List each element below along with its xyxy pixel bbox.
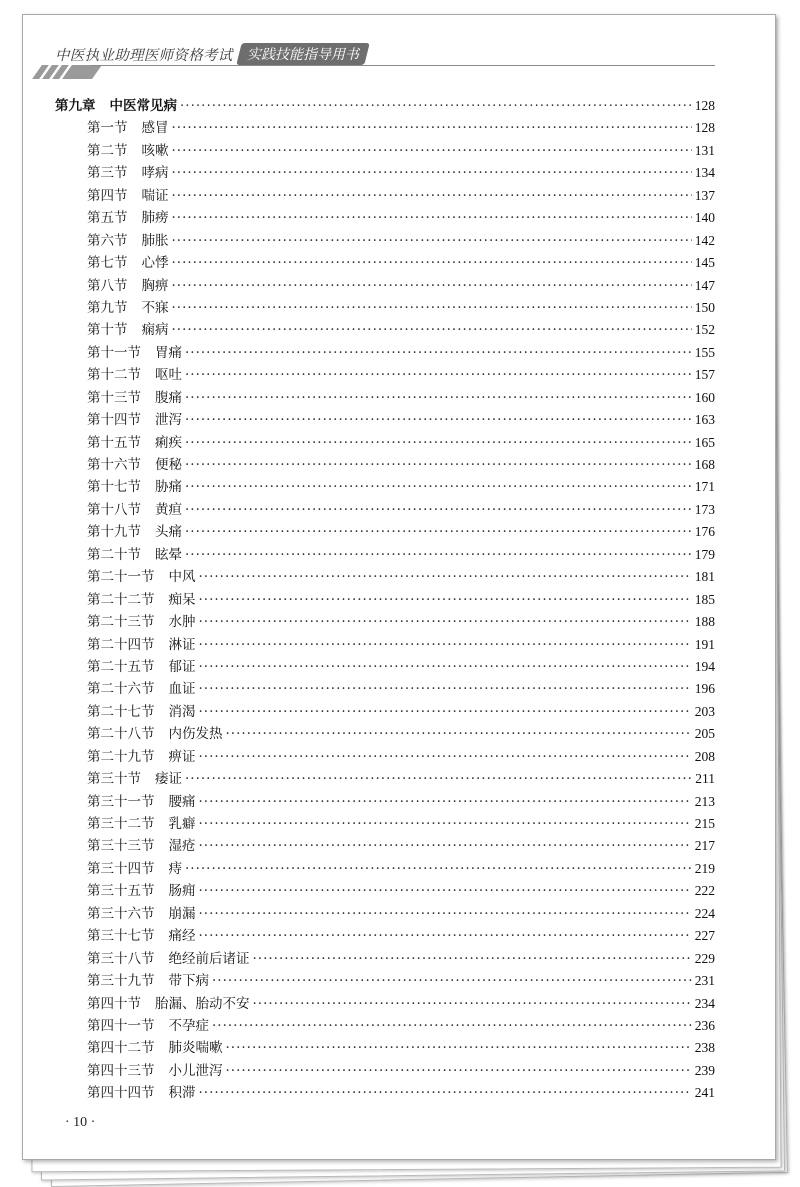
dot-leader bbox=[185, 342, 692, 364]
section-number: 第二十七节 bbox=[87, 703, 155, 720]
toc-section-entry[interactable] bbox=[55, 678, 715, 700]
toc-section-entry[interactable] bbox=[55, 140, 715, 162]
section-title: 内伤发热 bbox=[168, 726, 223, 743]
section-label bbox=[87, 656, 196, 678]
section-label bbox=[87, 723, 223, 745]
toc-section-entry[interactable] bbox=[55, 544, 715, 566]
section-title: 中风 bbox=[168, 569, 196, 586]
header-rule bbox=[91, 65, 715, 66]
section-number: 第三十节 bbox=[87, 771, 141, 788]
toc-section-entry[interactable] bbox=[55, 499, 715, 521]
section-title: 肺胀 bbox=[141, 232, 169, 249]
dot-leader bbox=[185, 454, 692, 476]
section-title: 头痛 bbox=[155, 524, 182, 541]
section-title: 消渴 bbox=[168, 703, 196, 720]
section-number: 第二十三节 bbox=[87, 614, 155, 631]
dot-leader bbox=[199, 835, 692, 857]
dot-leader bbox=[199, 880, 692, 902]
section-title: 痫病 bbox=[141, 322, 169, 339]
toc-section-entry[interactable] bbox=[55, 1060, 715, 1082]
section-page-number: 208 bbox=[694, 748, 715, 764]
section-number: 第三十九节 bbox=[87, 973, 155, 990]
section-label bbox=[87, 746, 196, 768]
section-number: 第十节 bbox=[87, 322, 128, 339]
dot-leader bbox=[185, 544, 692, 566]
section-number: 第八节 bbox=[87, 277, 128, 294]
page-folio: · 10 · bbox=[65, 1115, 96, 1130]
dot-leader bbox=[185, 858, 692, 880]
section-number: 第四十三节 bbox=[87, 1062, 155, 1079]
section-page-number: 168 bbox=[694, 457, 715, 472]
toc-section-entry[interactable] bbox=[55, 230, 715, 252]
book-series-title: 中医执业助理医师资格考试 bbox=[55, 47, 233, 64]
section-title: 眩晕 bbox=[155, 546, 182, 563]
section-title: 肺痨 bbox=[141, 210, 169, 227]
section-label bbox=[87, 432, 182, 454]
section-number: 第四十二节 bbox=[87, 1040, 155, 1057]
section-number: 第二十六节 bbox=[87, 681, 155, 698]
section-label bbox=[87, 835, 196, 857]
dot-leader bbox=[253, 993, 692, 1015]
section-page-number: 176 bbox=[694, 524, 715, 540]
section-label bbox=[87, 678, 196, 700]
section-label bbox=[87, 611, 196, 633]
section-page-number: 134 bbox=[694, 165, 715, 181]
section-number: 第二十四节 bbox=[87, 636, 155, 653]
section-number: 第二十二节 bbox=[87, 591, 155, 608]
section-title: 湿疮 bbox=[168, 838, 196, 855]
section-label bbox=[87, 185, 169, 207]
toc-section-entry[interactable] bbox=[55, 611, 715, 633]
dot-leader bbox=[185, 432, 692, 454]
section-title: 痛经 bbox=[168, 928, 196, 945]
section-label bbox=[87, 925, 196, 947]
toc-section-entry[interactable] bbox=[55, 297, 715, 319]
section-page-number: 205 bbox=[694, 726, 715, 742]
toc-section-entry[interactable] bbox=[55, 252, 715, 274]
section-label bbox=[87, 544, 182, 566]
toc-chapter-entry[interactable] bbox=[55, 95, 715, 117]
section-label bbox=[87, 880, 196, 902]
dot-leader bbox=[185, 521, 692, 543]
dot-leader bbox=[199, 746, 692, 768]
section-title: 痔 bbox=[168, 860, 182, 877]
toc-section-entry[interactable] bbox=[55, 364, 715, 386]
book-subtitle-text: 实践技能指导用书 bbox=[246, 47, 359, 63]
section-title: 不孕症 bbox=[168, 1017, 209, 1034]
section-label bbox=[87, 768, 182, 790]
toc-section-entry[interactable] bbox=[55, 746, 715, 768]
section-label bbox=[87, 230, 169, 252]
running-header bbox=[55, 43, 367, 65]
toc-section-entry[interactable] bbox=[55, 925, 715, 947]
section-label bbox=[87, 1037, 223, 1059]
toc-section-entry[interactable] bbox=[55, 275, 715, 297]
section-label bbox=[87, 252, 169, 274]
section-number: 第七节 bbox=[87, 255, 128, 272]
section-page-number: 142 bbox=[694, 232, 715, 248]
section-page-number: 196 bbox=[694, 681, 715, 697]
dot-leader bbox=[199, 701, 692, 723]
section-page-number: 179 bbox=[694, 546, 715, 562]
section-title: 呕吐 bbox=[155, 367, 182, 384]
section-title: 水肿 bbox=[168, 614, 196, 631]
section-page-number: 188 bbox=[694, 614, 715, 630]
dot-leader bbox=[185, 409, 692, 431]
toc-section-entry[interactable] bbox=[55, 1037, 715, 1059]
section-title: 痿证 bbox=[155, 771, 182, 788]
section-label bbox=[87, 387, 182, 409]
section-page-number: 160 bbox=[694, 389, 715, 405]
dot-leader bbox=[180, 95, 692, 117]
section-title: 积滞 bbox=[168, 1085, 196, 1102]
toc-section-entry[interactable] bbox=[55, 319, 715, 341]
book-subtitle-badge bbox=[236, 43, 369, 65]
section-page-number: 155 bbox=[694, 344, 715, 360]
toc-section-entry[interactable] bbox=[55, 768, 715, 790]
toc-section-entry[interactable] bbox=[55, 993, 715, 1015]
section-number: 第二十一节 bbox=[87, 569, 155, 586]
section-page-number: 181 bbox=[694, 569, 715, 585]
toc-section-entry[interactable] bbox=[55, 813, 715, 835]
dot-leader bbox=[199, 678, 692, 700]
section-title: 血证 bbox=[168, 681, 196, 698]
section-number: 第十四节 bbox=[87, 412, 141, 429]
section-page-number: 239 bbox=[694, 1062, 715, 1078]
section-page-number: 194 bbox=[694, 658, 715, 674]
dot-leader bbox=[172, 162, 692, 184]
toc-section-entry[interactable] bbox=[55, 835, 715, 857]
section-label bbox=[87, 342, 182, 364]
section-page-number: 163 bbox=[694, 412, 715, 428]
section-title: 绝经前后诸证 bbox=[168, 950, 250, 967]
dot-leader bbox=[199, 903, 692, 925]
toc-section-entry[interactable] bbox=[55, 656, 715, 678]
section-title: 感冒 bbox=[141, 120, 169, 137]
section-number: 第一节 bbox=[87, 120, 128, 137]
section-page-number: 211 bbox=[695, 771, 715, 787]
dot-leader bbox=[253, 948, 692, 970]
section-title: 泄泻 bbox=[155, 412, 182, 429]
toc-section-entry[interactable] bbox=[55, 970, 715, 992]
section-title: 郁证 bbox=[168, 658, 196, 675]
section-page-number: 131 bbox=[694, 142, 715, 158]
section-title: 腹痛 bbox=[155, 389, 182, 406]
dot-leader bbox=[185, 499, 692, 521]
section-label bbox=[87, 566, 196, 588]
dot-leader bbox=[172, 252, 692, 274]
section-page-number: 152 bbox=[694, 322, 715, 338]
dot-leader bbox=[185, 387, 692, 409]
section-page-number: 234 bbox=[694, 995, 715, 1011]
chapter-number: 第九章 bbox=[55, 98, 96, 114]
dot-leader bbox=[172, 140, 692, 162]
section-number: 第六节 bbox=[87, 232, 128, 249]
toc-section-entry[interactable] bbox=[55, 880, 715, 902]
toc-section-entry[interactable] bbox=[55, 476, 715, 498]
section-number: 第三十八节 bbox=[87, 950, 155, 967]
section-page-number: 215 bbox=[694, 816, 715, 831]
section-page-number: 147 bbox=[694, 277, 715, 293]
dot-leader bbox=[172, 230, 692, 252]
section-title: 咳嗽 bbox=[141, 142, 169, 159]
section-page-number: 140 bbox=[694, 210, 715, 226]
section-number: 第十五节 bbox=[87, 434, 141, 451]
dot-leader bbox=[185, 768, 692, 790]
dot-leader bbox=[212, 1015, 692, 1037]
section-label bbox=[87, 364, 182, 386]
dot-leader bbox=[172, 297, 692, 319]
section-page-number: 222 bbox=[694, 883, 715, 899]
section-number: 第四十节 bbox=[87, 995, 141, 1012]
dot-leader bbox=[185, 476, 692, 498]
section-number: 第十七节 bbox=[87, 479, 141, 496]
dot-leader bbox=[172, 117, 692, 139]
section-title: 胸痹 bbox=[141, 277, 169, 294]
document-page bbox=[22, 14, 776, 1160]
section-title: 胃痛 bbox=[155, 344, 182, 361]
section-number: 第二十九节 bbox=[87, 748, 155, 765]
toc-section-entry[interactable] bbox=[55, 521, 715, 543]
dot-leader bbox=[172, 275, 692, 297]
toc-section-entry[interactable] bbox=[55, 948, 715, 970]
dot-leader bbox=[199, 611, 692, 633]
section-page-number: 213 bbox=[694, 793, 715, 809]
toc-section-entry[interactable] bbox=[55, 342, 715, 364]
section-number: 第三十四节 bbox=[87, 860, 155, 877]
section-page-number: 145 bbox=[694, 255, 715, 271]
section-label bbox=[87, 476, 182, 498]
dot-leader bbox=[172, 185, 692, 207]
section-label bbox=[87, 162, 169, 184]
section-label bbox=[87, 275, 169, 297]
section-label bbox=[87, 903, 196, 925]
section-label bbox=[87, 454, 182, 476]
section-title: 淋证 bbox=[168, 636, 196, 653]
dot-leader bbox=[199, 1082, 692, 1104]
section-title: 腰痛 bbox=[168, 793, 196, 810]
dot-leader bbox=[199, 589, 692, 611]
toc-section-entry[interactable] bbox=[55, 432, 715, 454]
section-page-number: 191 bbox=[694, 636, 715, 652]
section-number: 第三十六节 bbox=[87, 905, 155, 922]
section-label bbox=[87, 589, 196, 611]
section-number: 第九节 bbox=[87, 299, 128, 316]
section-title: 黄疸 bbox=[155, 501, 182, 518]
section-label bbox=[87, 701, 196, 723]
section-label bbox=[87, 1015, 209, 1037]
toc-section-entry[interactable] bbox=[55, 589, 715, 611]
section-page-number: 224 bbox=[694, 905, 715, 921]
section-label bbox=[87, 521, 182, 543]
chapter-page-number: 128 bbox=[694, 98, 715, 113]
section-number: 第十一节 bbox=[87, 344, 141, 361]
section-page-number: 157 bbox=[694, 367, 715, 383]
chapter-label bbox=[55, 95, 177, 117]
dot-leader bbox=[226, 1037, 692, 1059]
section-label bbox=[87, 948, 250, 970]
toc-section-entry[interactable] bbox=[55, 1015, 715, 1037]
section-label bbox=[87, 1082, 196, 1104]
section-page-number: 217 bbox=[694, 838, 715, 854]
section-label bbox=[87, 140, 169, 162]
section-number: 第三十一节 bbox=[87, 793, 155, 810]
section-label bbox=[87, 813, 196, 835]
section-number: 第三十五节 bbox=[87, 883, 155, 900]
section-label bbox=[87, 319, 169, 341]
section-title: 乳癖 bbox=[168, 816, 196, 832]
dot-leader bbox=[199, 634, 692, 656]
section-number: 第二十五节 bbox=[87, 658, 155, 675]
section-title: 心悸 bbox=[141, 255, 169, 272]
section-label bbox=[87, 858, 182, 880]
section-title: 胁痛 bbox=[155, 479, 182, 496]
toc-section-entry[interactable] bbox=[55, 162, 715, 184]
section-title: 便秘 bbox=[155, 457, 182, 473]
dot-leader bbox=[185, 364, 692, 386]
section-number: 第十六节 bbox=[87, 457, 141, 473]
section-title: 不寐 bbox=[141, 299, 169, 316]
section-label bbox=[87, 993, 250, 1015]
section-page-number: 236 bbox=[694, 1017, 715, 1033]
section-label bbox=[87, 791, 196, 813]
dot-leader bbox=[199, 566, 692, 588]
section-number: 第二节 bbox=[87, 142, 128, 159]
toc-section-entry[interactable] bbox=[55, 207, 715, 229]
dot-leader bbox=[212, 970, 692, 992]
dot-leader bbox=[172, 319, 692, 341]
section-page-number: 150 bbox=[694, 299, 715, 315]
section-title: 喘证 bbox=[141, 187, 169, 204]
section-number: 第二十八节 bbox=[87, 726, 155, 743]
section-title: 小儿泄泻 bbox=[168, 1062, 223, 1079]
table-of-contents bbox=[55, 95, 715, 1105]
toc-section-entry[interactable] bbox=[55, 858, 715, 880]
section-page-number: 137 bbox=[694, 187, 715, 203]
header-stripes-decoration bbox=[37, 65, 103, 79]
section-label bbox=[87, 297, 169, 319]
section-number: 第三十三节 bbox=[87, 838, 155, 855]
toc-section-entry[interactable] bbox=[55, 701, 715, 723]
dot-leader bbox=[199, 813, 692, 835]
section-page-number: 231 bbox=[694, 973, 715, 989]
section-page-number: 128 bbox=[694, 120, 715, 136]
section-page-number: 238 bbox=[694, 1040, 715, 1056]
toc-section-entry[interactable] bbox=[55, 454, 715, 476]
section-label bbox=[87, 499, 182, 521]
section-title: 痴呆 bbox=[168, 591, 196, 608]
section-number: 第三十七节 bbox=[87, 928, 155, 945]
toc-section-entry[interactable] bbox=[55, 185, 715, 207]
dot-leader bbox=[226, 723, 692, 745]
section-number: 第四节 bbox=[87, 187, 128, 204]
chapter-title: 中医常见病 bbox=[109, 98, 177, 114]
toc-section-entry[interactable] bbox=[55, 566, 715, 588]
toc-section-entry[interactable] bbox=[55, 791, 715, 813]
section-page-number: 219 bbox=[694, 860, 715, 876]
section-label bbox=[87, 1060, 223, 1082]
section-page-number: 203 bbox=[694, 703, 715, 719]
section-number: 第十三节 bbox=[87, 389, 141, 406]
section-number: 第三十二节 bbox=[87, 816, 155, 832]
section-page-number: 165 bbox=[694, 434, 715, 450]
section-title: 胎漏、胎动不安 bbox=[155, 995, 250, 1012]
section-title: 带下病 bbox=[168, 973, 209, 990]
section-page-number: 185 bbox=[694, 591, 715, 607]
toc-section-entry[interactable] bbox=[55, 723, 715, 745]
section-title: 肠痈 bbox=[168, 883, 196, 900]
section-number: 第二十节 bbox=[87, 546, 141, 563]
section-title: 肺炎喘嗽 bbox=[168, 1040, 223, 1057]
section-number: 第五节 bbox=[87, 210, 128, 227]
section-page-number: 171 bbox=[694, 479, 715, 495]
section-title: 痹证 bbox=[168, 748, 196, 765]
section-label bbox=[87, 117, 169, 139]
toc-section-entry[interactable] bbox=[55, 409, 715, 431]
section-label bbox=[87, 207, 169, 229]
dot-leader bbox=[226, 1060, 692, 1082]
dot-leader bbox=[199, 656, 692, 678]
section-number: 第三节 bbox=[87, 165, 128, 182]
toc-section-entry[interactable] bbox=[55, 117, 715, 139]
section-title: 崩漏 bbox=[168, 905, 196, 922]
section-number: 第十九节 bbox=[87, 524, 141, 541]
section-page-number: 241 bbox=[694, 1085, 715, 1101]
section-label bbox=[87, 634, 196, 656]
toc-section-entry[interactable] bbox=[55, 387, 715, 409]
section-page-number: 227 bbox=[694, 928, 715, 944]
dot-leader bbox=[199, 791, 692, 813]
section-number: 第四十一节 bbox=[87, 1017, 155, 1034]
toc-section-entry[interactable] bbox=[55, 634, 715, 656]
section-number: 第十八节 bbox=[87, 501, 141, 518]
section-page-number: 229 bbox=[694, 950, 715, 966]
section-number: 第十二节 bbox=[87, 367, 141, 384]
section-label bbox=[87, 409, 182, 431]
dot-leader bbox=[172, 207, 692, 229]
section-title: 痢疾 bbox=[155, 434, 182, 451]
section-title: 哮病 bbox=[141, 165, 169, 182]
dot-leader bbox=[199, 925, 692, 947]
section-number: 第四十四节 bbox=[87, 1085, 155, 1102]
section-page-number: 173 bbox=[694, 501, 715, 517]
toc-section-entry[interactable] bbox=[55, 903, 715, 925]
section-label bbox=[87, 970, 209, 992]
toc-section-entry[interactable] bbox=[55, 1082, 715, 1104]
